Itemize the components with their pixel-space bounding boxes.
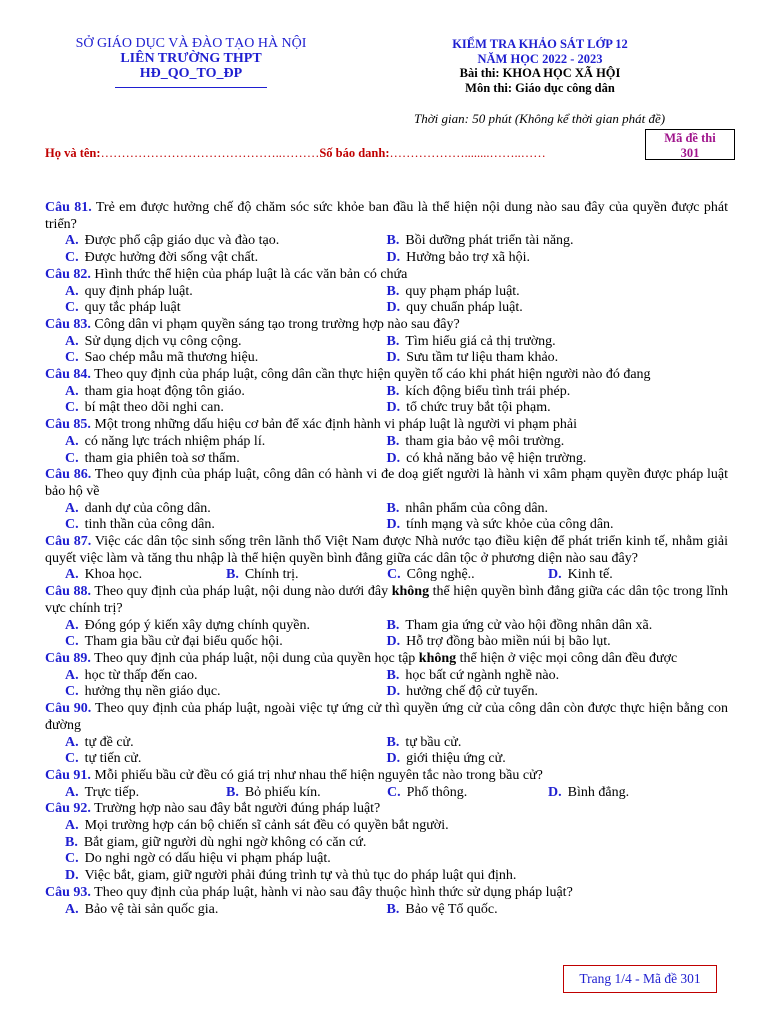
option-letter: A. [65, 901, 79, 917]
option-letter: C. [65, 634, 79, 650]
answer-option[interactable] [45, 751, 387, 768]
option-letter: D. [386, 300, 401, 316]
department-name: SỞ GIÁO DỤC VÀ ĐÀO TẠO HÀ NỘI [75, 36, 307, 51]
option-letter: B. [386, 734, 400, 750]
option-text: Mọi trường hợp cán bộ chiến sĩ cảnh sát đều có quyền bắt người. [84, 818, 449, 834]
option-text: Kinh tế. [567, 567, 613, 583]
option-letter: A. [65, 383, 79, 399]
option-row [45, 384, 728, 401]
option-text: tự đề cử. [84, 734, 134, 750]
option-letter: B. [386, 283, 400, 299]
question-stem-part: Theo quy định của pháp luật, nội dung của quyền học tập [90, 650, 419, 666]
exam-title: KIỂM TRA KHẢO SÁT LỚP 12 [452, 37, 628, 51]
option-text: Tìm hiểu giá cả thị trường. [405, 333, 556, 349]
question-number: Câu 91. [45, 767, 91, 783]
option-letter: A. [65, 784, 79, 800]
answer-option[interactable] [387, 618, 728, 635]
option-column [45, 818, 728, 885]
question-number: Câu 86. [45, 467, 92, 483]
option-text: giới thiệu ứng cử. [406, 751, 506, 767]
option-letter: D. [65, 868, 79, 884]
answer-option[interactable] [45, 284, 387, 301]
question-text [45, 417, 728, 434]
question-stem: Theo quy định của pháp luật, hành vi nào sau đây thuộc hình thức sử dụng pháp luật? [90, 884, 573, 900]
option-letter: B. [386, 667, 400, 683]
answer-option[interactable] [45, 785, 206, 802]
answer-option[interactable] [45, 434, 387, 451]
question-block [45, 367, 728, 417]
answer-option[interactable] [45, 567, 206, 584]
question-block [45, 534, 728, 584]
option-text: hưởng chế độ cử tuyển. [406, 684, 538, 700]
answer-option[interactable] [45, 735, 387, 752]
answer-option[interactable] [45, 250, 387, 267]
answer-option[interactable] [45, 400, 387, 417]
option-text: tham gia hoạt động tôn giáo. [84, 383, 245, 399]
option-letter: B. [226, 567, 239, 583]
option-letter: C. [65, 517, 79, 533]
answer-option[interactable] [387, 684, 728, 701]
option-letter: B. [386, 433, 400, 449]
option-text: tự bầu cử. [405, 734, 462, 750]
exam-code-label: Mã đề thi [664, 131, 716, 145]
option-text: Bỏ phiếu kín. [244, 784, 321, 800]
question-number: Câu 88. [45, 584, 91, 600]
option-row [45, 751, 728, 768]
question-block [45, 467, 728, 534]
question-stem-emphasis: không [391, 584, 430, 600]
option-row [45, 785, 728, 802]
question-block [45, 417, 728, 467]
option-letter: A. [65, 567, 79, 583]
question-text [45, 467, 728, 500]
option-text: tổ chức truy bắt tội phạm. [406, 400, 551, 416]
option-letter: C. [387, 567, 401, 583]
answer-option[interactable] [387, 517, 728, 534]
answer-option[interactable] [387, 350, 728, 367]
option-letter: D. [386, 250, 401, 266]
option-text: tự tiến cử. [84, 751, 142, 767]
answer-option[interactable] [206, 785, 367, 802]
option-text: học từ thấp đến cao. [84, 667, 198, 683]
question-number: Câu 84. [45, 367, 91, 383]
question-block [45, 885, 728, 918]
option-row [45, 300, 728, 317]
answer-option[interactable] [45, 835, 728, 852]
question-stem: Mỗi phiếu bầu cử đều có giá trị như nhau thể hiện nguyên tắc nào trong bầu cử? [90, 767, 543, 783]
question-stem: Theo quy định của pháp luật, ngoài việc tự ứng cử thì quyền ứng cử của công dân còn được thực hiện bằng con đường [45, 701, 728, 733]
option-letter: D. [386, 751, 401, 767]
answer-option[interactable] [387, 384, 728, 401]
question-number: Câu 87. [45, 534, 92, 550]
question-number: Câu 85. [45, 417, 91, 433]
question-stem: Theo quy định của pháp luật, công dân có hành vi đe doạ giết người là hành vi xâm phạm quyền được pháp luật bảo hộ về [45, 467, 728, 499]
option-row [45, 902, 728, 919]
option-letter: B. [386, 617, 400, 633]
answer-option[interactable] [45, 517, 387, 534]
question-block [45, 584, 728, 651]
option-letter: D. [548, 784, 562, 800]
question-block [45, 200, 728, 267]
question-text [45, 367, 728, 384]
question-text [45, 534, 728, 567]
option-letter: B. [386, 500, 400, 516]
option-text: Hỗ trợ đồng bào miền núi bị bão lụt. [406, 634, 611, 650]
header-divider [115, 87, 267, 88]
question-block [45, 701, 728, 768]
option-text: Được phổ cập giáo dục và đào tạo. [84, 233, 280, 249]
exam-code-box [645, 129, 735, 160]
school-code: HĐ_QO_TO_ĐP [139, 66, 243, 81]
question-number: Câu 83. [45, 316, 91, 332]
option-row [45, 517, 728, 534]
option-letter: C. [65, 450, 79, 466]
option-text: có khả năng bảo vệ hiện trường. [406, 450, 587, 466]
name-field[interactable]: ……………………………………..……… [100, 146, 320, 160]
answer-option[interactable] [45, 851, 728, 868]
question-stem: Việc các dân tộc sinh sống trên lãnh thổ Việt Nam được Nhà nước tạo điều kiện để phát triển kinh tế, nhằm giải quyết việc làm và tăng thu nhập là thể hiện quyền bình đẳng giữa các dân tộc ở phương diện nào sau đây? [45, 534, 728, 566]
question-text [45, 701, 728, 734]
question-number: Câu 90. [45, 701, 92, 717]
option-text: tinh thần của công dân. [84, 517, 215, 533]
answer-option[interactable] [45, 501, 387, 518]
answer-option[interactable] [45, 668, 387, 685]
option-row [45, 334, 728, 351]
option-letter: D. [386, 450, 401, 466]
option-letter: C. [65, 350, 79, 366]
question-block [45, 267, 728, 317]
option-text: Phổ thông. [406, 784, 468, 800]
question-block [45, 651, 728, 701]
option-letter: B. [386, 233, 400, 249]
option-text: Bảo vệ Tổ quốc. [405, 901, 498, 917]
question-text [45, 651, 728, 668]
option-row [45, 684, 728, 701]
answer-option[interactable] [45, 451, 387, 468]
exam-name: Bài thi: KHOA HỌC XÃ HỘI [459, 66, 621, 80]
answer-option[interactable] [45, 902, 387, 919]
option-row [45, 400, 728, 417]
question-number: Câu 81. [45, 200, 92, 215]
answer-option[interactable] [367, 567, 528, 584]
question-number: Câu 89. [45, 650, 91, 666]
question-block [45, 768, 728, 801]
option-text: Hưởng bảo trợ xã hội. [406, 250, 531, 266]
answer-option[interactable] [387, 250, 728, 267]
question-block [45, 801, 728, 885]
answer-option[interactable] [45, 618, 387, 635]
student-info-line [45, 146, 546, 161]
option-letter: A. [65, 283, 79, 299]
option-letter: B. [386, 383, 400, 399]
option-row [45, 233, 728, 250]
option-text: Khoa học. [84, 567, 143, 583]
sbd-field[interactable]: ………………........……..…… [389, 146, 546, 160]
question-stem: Hình thức thể hiện của pháp luật là các văn bản có chứa [90, 266, 408, 282]
question-text [45, 768, 728, 785]
question-stem: Trường hợp nào sau đây bắt người đúng pháp luật? [90, 801, 381, 817]
option-row [45, 735, 728, 752]
exam-header [420, 37, 660, 95]
question-text [45, 801, 728, 818]
option-text: Công nghệ.. [406, 567, 475, 583]
answer-option[interactable] [45, 818, 728, 835]
question-number: Câu 92. [45, 801, 91, 817]
question-number: Câu 82. [45, 266, 91, 282]
answer-option[interactable] [387, 284, 728, 301]
option-text: hưởng thụ nền giáo dục. [84, 684, 221, 700]
option-text: Sao chép mẫu mã thương hiệu. [84, 350, 259, 366]
option-row [45, 284, 728, 301]
option-letter: A. [65, 333, 79, 349]
option-text: Bình đẳng. [567, 784, 630, 800]
option-letter: A. [65, 500, 79, 516]
answer-option[interactable] [45, 300, 387, 317]
option-text: quy định pháp luật. [84, 283, 193, 299]
answer-option[interactable] [387, 501, 728, 518]
option-text: Chính trị. [244, 567, 299, 583]
option-text: tham gia bảo vệ môi trường. [405, 433, 565, 449]
option-row [45, 501, 728, 518]
answer-option[interactable] [45, 684, 387, 701]
option-text: Tham gia ứng cử vào hội đồng nhân dân xã. [405, 617, 653, 633]
question-stem: Công dân vi phạm quyền sáng tạo trong trường hợp nào sau đây? [90, 316, 460, 332]
answer-option[interactable] [387, 233, 728, 250]
answer-option[interactable] [367, 785, 528, 802]
option-row [45, 618, 728, 635]
question-text [45, 885, 728, 902]
exam-time: Thời gian: 50 phút (Không kể thời gian phát đề) [414, 111, 666, 126]
option-text: Sưu tầm tư liệu tham khảo. [406, 350, 559, 366]
option-text: Bảo vệ tài sản quốc gia. [84, 901, 219, 917]
option-letter: D. [386, 517, 401, 533]
option-letter: B. [386, 901, 400, 917]
option-letter: D. [386, 634, 401, 650]
option-row [45, 451, 728, 468]
option-text: danh dự của công dân. [84, 500, 211, 516]
option-letter: A. [65, 734, 79, 750]
option-letter: D. [386, 400, 401, 416]
school-header [50, 36, 332, 88]
option-text: học bất cứ ngành nghề nào. [405, 667, 560, 683]
option-row [45, 350, 728, 367]
option-row [45, 434, 728, 451]
answer-option[interactable] [387, 334, 728, 351]
answer-option[interactable] [387, 300, 728, 317]
question-text [45, 584, 728, 617]
option-letter: C. [65, 751, 79, 767]
option-letter: A. [65, 617, 79, 633]
option-text: Tham gia bầu cử đại biểu quốc hội. [84, 634, 283, 650]
option-letter: D. [548, 567, 562, 583]
answer-option[interactable] [387, 668, 728, 685]
answer-option[interactable] [528, 567, 689, 584]
answer-option[interactable] [387, 902, 728, 919]
option-letter: C. [387, 784, 401, 800]
answer-option[interactable] [206, 567, 367, 584]
answer-option[interactable] [45, 334, 387, 351]
answer-option[interactable] [528, 785, 689, 802]
sbd-label: Số báo danh: [319, 146, 390, 160]
option-letter: D. [386, 350, 401, 366]
page-footer: Trang 1/4 - Mã đề 301 [563, 965, 717, 993]
name-label: Họ và tên: [45, 146, 101, 160]
option-text: kích động biểu tình trái phép. [405, 383, 571, 399]
option-text: Đóng góp ý kiến xây dựng chính quyền. [84, 617, 310, 633]
option-text: quy chuẩn pháp luật. [406, 300, 523, 316]
option-letter: B. [65, 834, 78, 850]
option-letter: A. [65, 667, 79, 683]
option-text: Việc bắt, giam, giữ người phải đúng trình tự và thủ tục do pháp luật qui định. [84, 868, 517, 884]
option-text: bí mật theo dõi nghi can. [84, 400, 224, 416]
option-letter: B. [386, 333, 400, 349]
answer-option[interactable] [45, 634, 387, 651]
question-stem-emphasis: không [418, 650, 457, 666]
option-letter: D. [386, 684, 401, 700]
answer-option[interactable] [387, 400, 728, 417]
option-letter: A. [65, 433, 79, 449]
question-stem: Trẻ em được hưởng chế độ chăm sóc sức khỏe ban đầu là thể hiện nội dung nào sau đây của quyền được phát triển? [45, 200, 728, 232]
subject-name: Môn thi: Giáo dục công dân [465, 80, 615, 95]
answer-option[interactable] [45, 233, 387, 250]
answer-option[interactable] [45, 350, 387, 367]
option-letter: C. [65, 300, 79, 316]
answer-option[interactable] [45, 384, 387, 401]
option-row [45, 250, 728, 267]
question-stem: Theo quy định của pháp luật, công dân cần thực hiện quyền tố cáo khi phát hiện người nào đó đang [90, 367, 651, 383]
question-stem-part: thể hiện quyền bình đẳng giữa các dân tộc trong lĩnh vực chính trị? [45, 584, 728, 616]
question-text [45, 317, 728, 334]
question-number: Câu 93. [45, 884, 91, 900]
question-list [45, 200, 728, 918]
option-row [45, 634, 728, 651]
option-letter: A. [65, 818, 79, 834]
answer-option[interactable] [387, 634, 728, 651]
question-stem-part: Theo quy định của pháp luật, nội dung nào dưới đây [90, 584, 392, 600]
question-stem: Một trong những dấu hiệu cơ bản để xác định hành vi pháp luật là người vi phạm phải [90, 417, 577, 433]
answer-option[interactable] [387, 434, 728, 451]
option-row [45, 567, 728, 584]
option-text: Do nghi ngờ có dấu hiệu vi phạm pháp luật. [84, 851, 331, 867]
option-letter: C. [65, 400, 79, 416]
option-letter: B. [226, 784, 239, 800]
option-text: tham gia phiên toà sơ thẩm. [84, 450, 240, 466]
answer-option[interactable] [387, 451, 728, 468]
answer-option[interactable] [45, 868, 728, 885]
answer-option[interactable] [387, 751, 728, 768]
option-letter: C. [65, 250, 79, 266]
option-text: Trực tiếp. [84, 784, 140, 800]
question-text [45, 267, 728, 284]
school-group-name: LIÊN TRƯỜNG THPT [120, 51, 262, 66]
option-text: Được hưởng đời sống vật chất. [84, 250, 259, 266]
option-text: Bồi dưỡng phát triển tài năng. [405, 233, 574, 249]
option-text: có năng lực trách nhiệm pháp lí. [84, 433, 266, 449]
option-text: quy tắc pháp luật [84, 300, 181, 316]
exam-code: 301 [680, 146, 700, 160]
option-text: quy phạm pháp luật. [405, 283, 520, 299]
option-letter: C. [65, 684, 79, 700]
question-stem-part: thể hiện ở việc mọi công dân đều được [456, 650, 678, 666]
answer-option[interactable] [387, 735, 728, 752]
question-text [45, 200, 728, 233]
option-text: tính mạng và sức khỏe của công dân. [406, 517, 614, 533]
option-text: Bắt giam, giữ người dù nghi ngờ không có căn cứ. [83, 834, 367, 850]
option-row [45, 668, 728, 685]
option-letter: A. [65, 233, 79, 249]
question-block [45, 317, 728, 367]
school-year: NĂM HỌC 2022 - 2023 [477, 51, 603, 66]
option-letter: C. [65, 851, 79, 867]
option-text: Sử dụng dịch vụ công cộng. [84, 333, 242, 349]
option-text: nhân phẩm của công dân. [405, 500, 549, 516]
